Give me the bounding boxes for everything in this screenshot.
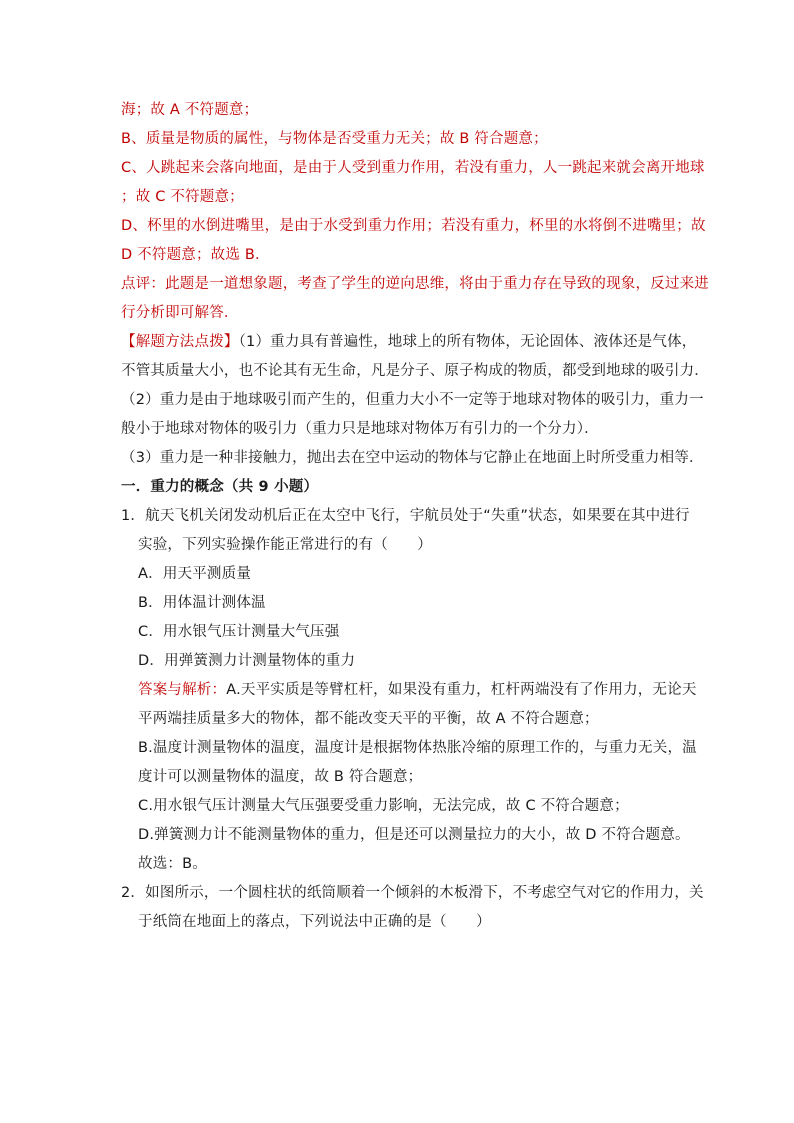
method-label: 【解题方法点拨】: [121, 334, 239, 350]
document-page: [121, 96, 709, 937]
question-stem: 于纸筒在地面上的落点，下列说法中正确的是（ ）: [138, 914, 491, 930]
answer-line: [121, 676, 697, 705]
question-stem: 1．航天飞机关闭发动机后正在太空中飞行，宇航员处于“失重”状态，如果要在其中进行: [121, 508, 690, 524]
answer-line: 平两端挂质量多大的物体，都不能改变天平的平衡，故 A 不符合题意；: [138, 711, 599, 727]
section-title: 一．重力的概念（共 9 小题）: [121, 479, 319, 495]
analysis-line: D、杯里的水倒进嘴里，是由于水受到重力作用；若没有重力，杯里的水将倒不进嘴里；故: [121, 218, 706, 234]
answer-line: B.温度计测量物体的温度，温度计是根据物体热胀冷缩的原理工作的，与重力无关，温: [138, 740, 697, 756]
analysis-line: B、质量是物质的属性，与物体是否受重力无关；故 B 符合题意；: [121, 131, 548, 147]
answer-text: A.天平实质是等臂杠杆，如果没有重力，杠杆两端没有了作用力，无论天: [226, 682, 697, 698]
analysis-line: ；故 C 不符题意；: [121, 189, 244, 205]
method-line: （3）重力是一种非接触力，抛出去在空中运动的物体与它静止在地面上时所受重力相等．: [121, 450, 704, 466]
question-stem: 2．如图所示，一个圆柱状的纸筒顺着一个倾斜的木板滑下，不考虑空气对它的作用力，关: [121, 885, 704, 901]
answer-line: 度计可以测量物体的温度，故 B 符合题意；: [138, 769, 423, 785]
method-line: （2）重力是由于地球吸引而产生的，但重力大小不一定等于地球对物体的吸引力，重力一: [121, 392, 704, 408]
analysis-line: 海；故 A 不符题意；: [121, 102, 259, 118]
analysis-line: D 不符题意；故选 B．: [121, 247, 270, 263]
option-c: C．用水银气压计测量大气压强: [138, 624, 340, 640]
question-stem: 实验，下列实验操作能正常进行的有（ ）: [138, 537, 432, 553]
answer-line: C.用水银气压计测量大气压强要受重力影响，无法完成，故 C 不符合题意；: [138, 798, 629, 814]
analysis-line: C、人跳起来会落向地面，是由于人受到重力作用，若没有重力，人一跳起来就会离开地球: [121, 160, 705, 176]
answer-line: 故选：B。: [138, 856, 207, 872]
method-line: 般小于地球对物体的吸引力（重力只是地球对物体万有引力的一个分力）．: [121, 421, 599, 437]
option-a: A．用天平测质量: [138, 566, 252, 582]
answer-line: D.弹簧测力计不能测量物体的重力，但是还可以测量拉力的大小，故 D 不符合题意。: [138, 827, 690, 843]
comment-line: 点评：此题是一道想象题，考查了学生的逆向思维，将由于重力存在导致的现象，反过来进: [121, 276, 709, 292]
method-text: （1）重力具有普遍性，地球上的所有物体，无论固体、液体还是气体，: [238, 334, 697, 350]
method-line: 不管其质量大小，也不论其有无生命，凡是分子、原子构成的物质，都受到地球的吸引力．: [121, 363, 709, 379]
method-line: [121, 328, 697, 357]
option-b: B．用体温计测体温: [138, 595, 266, 611]
answer-label: 答案与解析：: [138, 682, 227, 698]
comment-line: 行分析即可解答．: [121, 305, 239, 321]
option-d: D．用弹簧测力计测量物体的重力: [138, 653, 356, 669]
